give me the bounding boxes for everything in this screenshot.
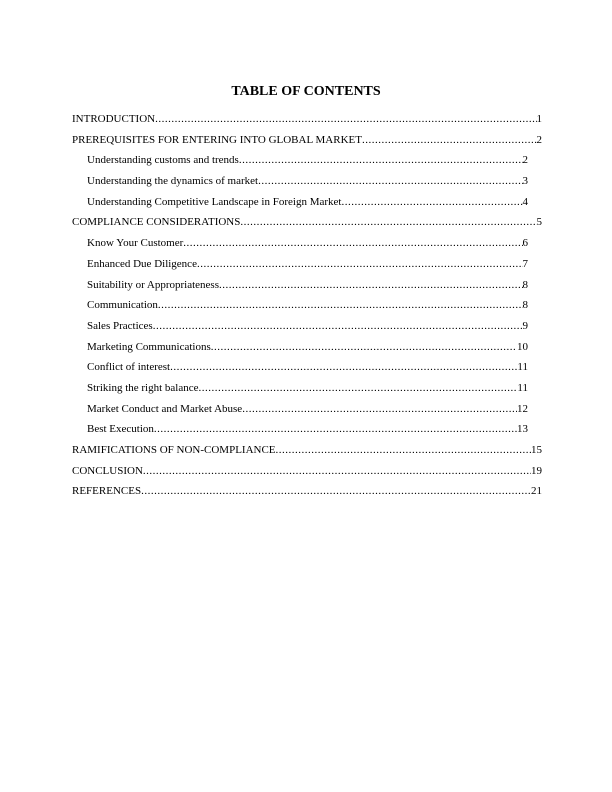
toc-entry-page: 21 [531, 485, 542, 498]
toc-entry-text: Sales Practices [87, 319, 153, 332]
toc-entry-text: Understanding Competitive Landscape in Foreign Market [87, 195, 342, 208]
toc-entry-page: 3 [522, 175, 528, 188]
toc-entry-references[interactable] [72, 483, 542, 504]
toc-entry-page: 5 [536, 216, 542, 229]
toc-entry-market-conduct[interactable] [72, 401, 528, 422]
toc-leader-dots [158, 297, 523, 313]
toc-title: TABLE OF CONTENTS [231, 84, 381, 99]
toc-leader-dots [242, 401, 517, 417]
toc-entry-page: 12 [517, 402, 528, 415]
toc-leader-dots [141, 483, 531, 499]
toc-entry-page: 7 [522, 257, 528, 270]
toc-entry-page: 19 [531, 464, 542, 477]
toc-entry-text: RAMIFICATIONS OF NON-COMPLIANCE [72, 444, 276, 456]
toc-entry-page: 11 [517, 361, 528, 374]
toc-entry-market-dynamics[interactable] [72, 173, 528, 194]
toc-entry-customs-trends[interactable] [72, 152, 528, 173]
toc-entry-suitability[interactable] [72, 277, 528, 298]
toc-entry-text: Know Your Customer [87, 237, 184, 250]
toc-leader-dots [219, 277, 523, 293]
toc-entry-conclusion[interactable] [72, 463, 542, 484]
toc-entry-marketing-communications[interactable] [72, 339, 528, 360]
toc-entry-text: CONCLUSION [72, 464, 143, 477]
toc-leader-dots [240, 214, 536, 230]
toc-leader-dots [239, 152, 523, 168]
toc-leader-dots [170, 359, 517, 375]
toc-entry-prerequisites[interactable] [72, 132, 542, 153]
toc-entry-text: Conflict of interest [87, 361, 171, 374]
toc-entry-conflict-of-interest[interactable] [72, 359, 528, 380]
toc-entry-page: 4 [522, 195, 528, 208]
toc-leader-dots [258, 173, 522, 189]
toc-entry-page: 10 [517, 340, 528, 353]
toc-entry-sales-practices[interactable] [72, 318, 528, 339]
toc-entry-page: 13 [517, 423, 528, 436]
toc-leader-dots [197, 256, 523, 272]
toc-entry-text: Communication [87, 299, 158, 312]
toc-leader-dots [362, 132, 537, 148]
toc-entry-text: Understanding the dynamics of market [87, 175, 259, 188]
toc-list [72, 111, 542, 504]
toc-leader-dots [155, 111, 536, 127]
toc-leader-dots [183, 235, 522, 251]
toc-entry-introduction[interactable] [72, 111, 542, 132]
toc-entry-text: PREREQUISITES FOR ENTERING INTO GLOBAL MARKET [72, 133, 362, 146]
toc-entry-text: Enhanced Due Diligence [87, 257, 197, 270]
toc-entry-page: 8 [522, 278, 528, 291]
toc-entry-communication[interactable] [72, 297, 528, 318]
toc-entry-page: 2 [536, 133, 542, 146]
toc-entry-ramifications[interactable] [72, 442, 542, 463]
toc-leader-dots [276, 442, 531, 458]
toc-entry-page: 11 [517, 381, 528, 394]
toc-entry-striking-balance[interactable] [72, 380, 528, 401]
toc-entry-best-execution[interactable] [72, 421, 528, 442]
toc-entry-page: 15 [531, 444, 542, 456]
toc-entry-text: Suitability or Appropriateness [87, 278, 219, 291]
toc-leader-dots [143, 463, 531, 479]
toc-entry-text: COMPLIANCE CONSIDERATIONS [72, 216, 241, 229]
toc-leader-dots [341, 194, 522, 210]
toc-leader-dots [211, 339, 517, 355]
toc-entry-text: REFERENCES [72, 485, 142, 498]
toc-entry-page: 1 [536, 113, 542, 125]
toc-entry-page: 8 [522, 299, 528, 312]
toc-entry-page: 9 [522, 319, 528, 332]
toc-entry-page: 2 [522, 154, 528, 167]
toc-entry-compliance[interactable] [72, 214, 542, 235]
toc-entry-text: INTRODUCTION [72, 113, 156, 125]
toc-entry-text: Marketing Communications [87, 340, 211, 353]
toc-leader-dots [153, 318, 523, 334]
toc-entry-page: 6 [522, 237, 528, 250]
toc-entry-competitive-landscape[interactable] [72, 194, 528, 215]
toc-entry-know-your-customer[interactable] [72, 235, 528, 256]
toc-leader-dots [154, 421, 517, 437]
toc-entry-text: Striking the right balance [87, 381, 199, 394]
toc-entry-text: Best Execution [87, 423, 154, 436]
toc-entry-due-diligence[interactable] [72, 256, 528, 277]
toc-entry-text: Market Conduct and Market Abuse [87, 402, 243, 415]
toc-entry-text: Understanding customs and trends [87, 154, 239, 167]
toc-leader-dots [199, 380, 518, 396]
